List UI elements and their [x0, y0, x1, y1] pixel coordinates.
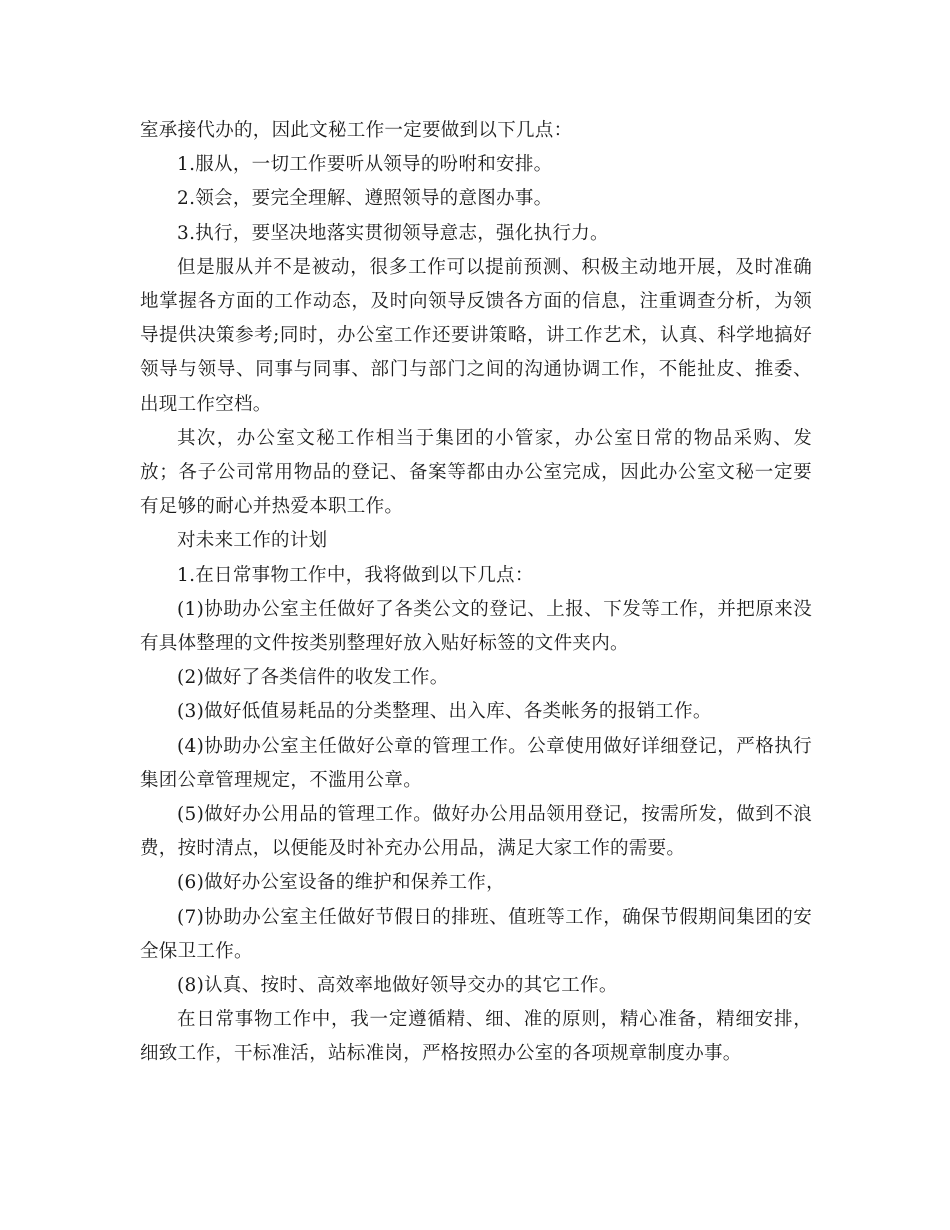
paragraph-continuation: 室承接代办的，因此文秘工作一定要做到以下几点：: [140, 120, 573, 141]
section-heading-future-plan: 对未来工作的计划: [177, 530, 328, 552]
list-item-1: (1)协助办公室主任做好了各类公文的登记、上报、下发等工作，并把原来没有具体整理的文件按类别整理好放入贴好标签的文件夹内。: [140, 598, 812, 655]
paragraph-point-2: 2.领会，要完全理解、遵照领导的意图办事。: [177, 188, 553, 210]
paragraph-point-1: 1.服从，一切工作要听从领导的吩咐和安排。: [177, 154, 553, 176]
paragraph-point-3: 3.执行，要坚决地落实贯彻领导意志，强化执行力。: [177, 222, 609, 244]
list-item-4: (4)协助办公室主任做好公章的管理工作。公章使用做好详细登记，严格执行集团公章管理规定，不滥用公章。: [140, 735, 812, 791]
list-item-6: (6)做好办公室设备的维护和保养工作，: [177, 872, 505, 894]
paragraph-conclusion: 在日常事物工作中，我一定遵循精、细、准的原则，精心准备，精细安排，细致工作，干标准活，站标准岗，严格按照办公室的各项规章制度办事。: [140, 1009, 812, 1065]
paragraph-initiative: 但是服从并不是被动，很多工作可以提前预测、积极主动地开展，及时准确地掌握各方面的工作动态，及时向领导反馈各方面的信息，注重调查分析，为领导提供决策参考;同时，办公室工作还要讲策略，讲工作艺术，认真、科学地搞好领导与领导、同事与同事、部门与部门之间的沟通协调工作，不能扯皮、推委、出现工作空档。: [140, 256, 812, 415]
list-item-8: (8)认真、按时、高效率地做好领导交办的其它工作。: [177, 975, 618, 997]
paragraph-daily-work-intro: 1.在日常事物工作中，我将做到以下几点：: [177, 564, 534, 586]
list-item-2: (2)做好了各类信件的收发工作。: [177, 667, 449, 689]
list-item-5: (5)做好办公用品的管理工作。做好办公用品领用登记，按需所发，做到不浪费，按时清点，以便能及时补充办公用品，满足大家工作的需要。: [140, 804, 812, 860]
document-body: [140, 114, 812, 1072]
paragraph-housekeeping: 其次，办公室文秘工作相当于集团的小管家，办公室日常的物品采购、发放；各子公司常用物品的登记、备案等都由办公室完成，因此办公室文秘一定要有足够的耐心并热爱本职工作。: [140, 427, 812, 518]
list-item-7: (7)协助办公室主任做好节假日的排班、值班等工作，确保节假期间集团的安全保卫工作。: [140, 906, 812, 962]
list-item-3: (3)做好低值易耗品的分类整理、出入库、各类帐务的报销工作。: [177, 701, 712, 723]
